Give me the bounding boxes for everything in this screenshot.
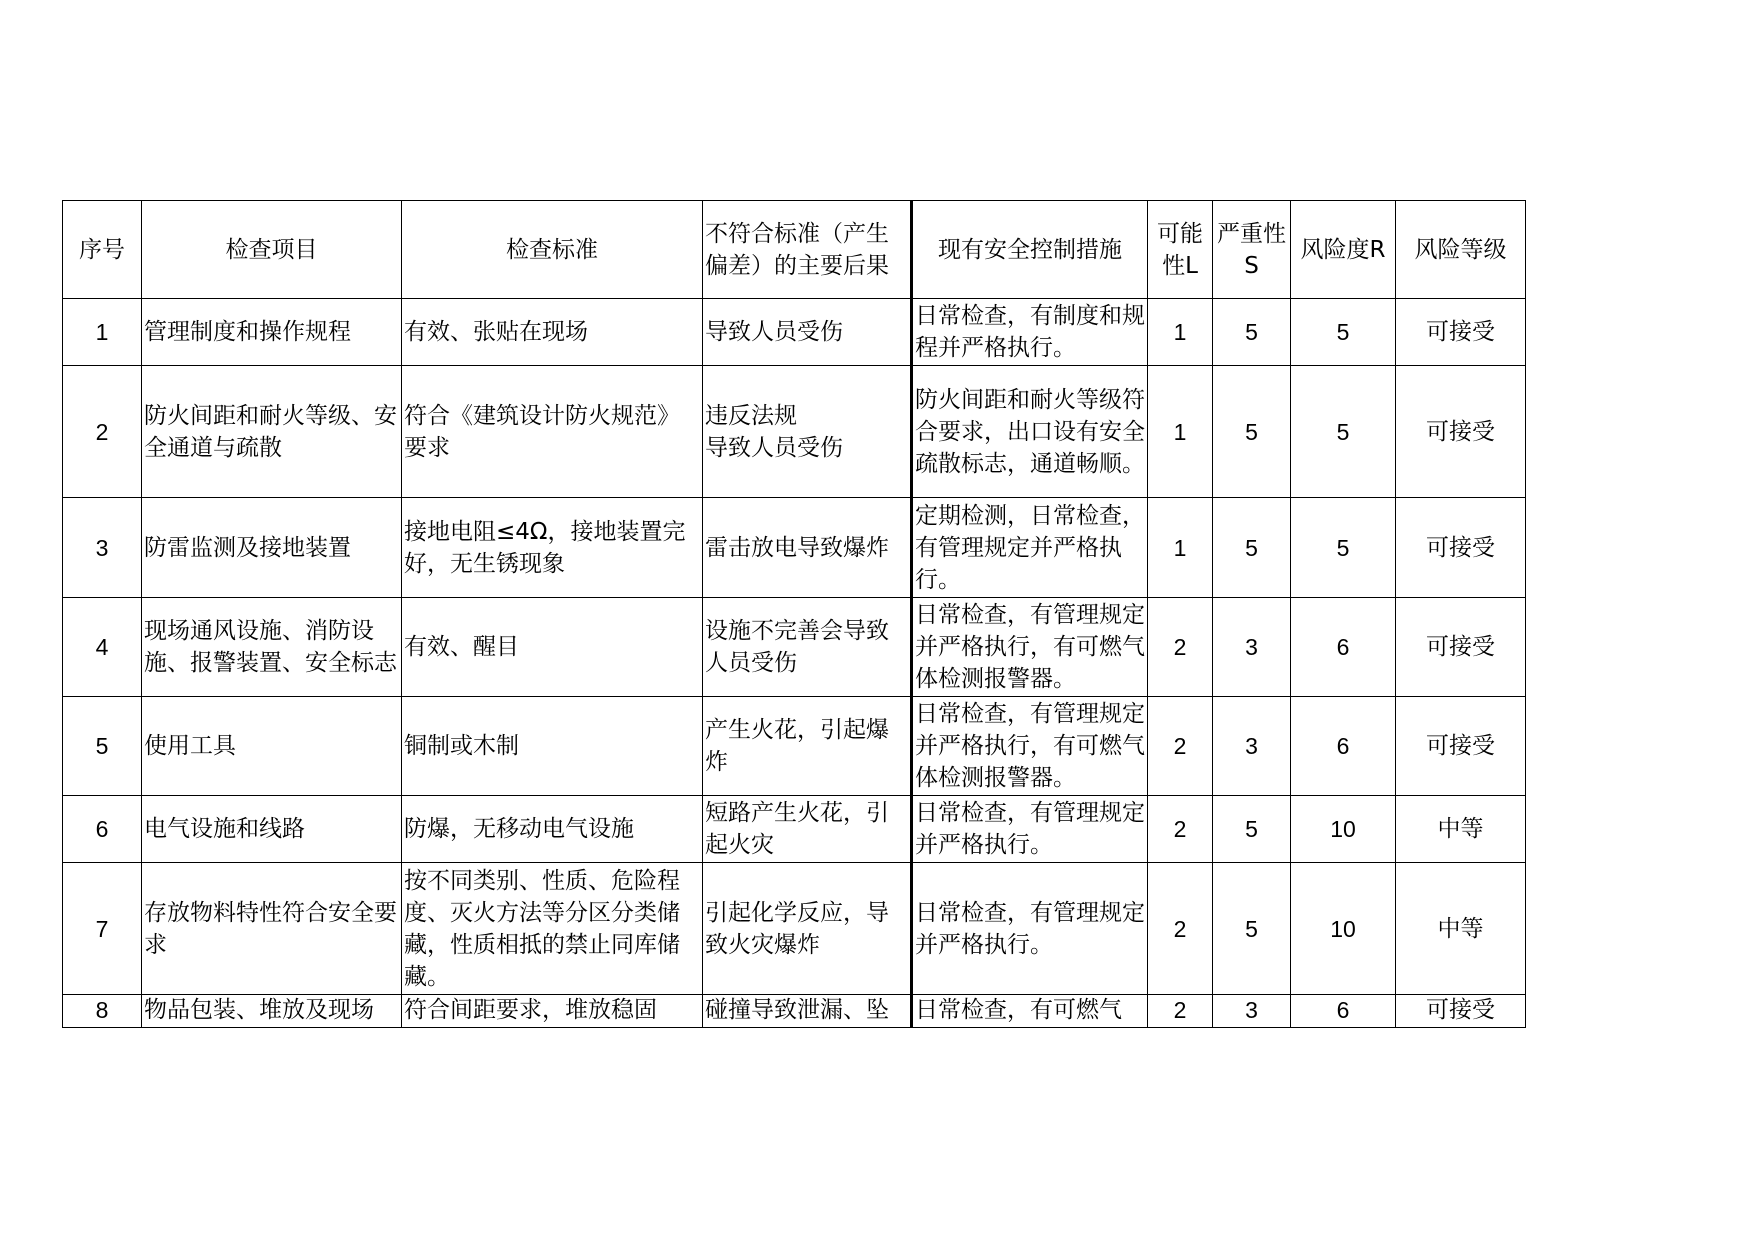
- cell-severity: 3: [1213, 598, 1291, 697]
- cell-standard: 防爆，无移动电气设施: [402, 796, 703, 863]
- table-row: [63, 498, 1526, 598]
- header-measures: 现有安全控制措施: [912, 201, 1148, 299]
- cell-standard: 有效、张贴在现场: [402, 299, 703, 366]
- cell-level: 中等: [1396, 796, 1526, 863]
- cell-risk: 5: [1291, 498, 1396, 598]
- cell-severity: 5: [1213, 863, 1291, 995]
- cell-risk: 6: [1291, 995, 1396, 1028]
- cell-consequence: 短路产生火花，引起火灾: [703, 796, 912, 863]
- cell-seq: 6: [63, 796, 142, 863]
- cell-consequence: 违反法规 导致人员受伤: [703, 366, 912, 498]
- cell-level: 可接受: [1396, 598, 1526, 697]
- cell-severity: 5: [1213, 796, 1291, 863]
- cell-severity: 5: [1213, 498, 1291, 598]
- cell-standard: 按不同类别、性质、危险程度、灭火方法等分区分类储藏，性质相抵的禁止同库储藏。: [402, 863, 703, 995]
- cell-severity: 5: [1213, 366, 1291, 498]
- cell-standard: 符合间距要求，堆放稳固: [402, 995, 703, 1028]
- cell-level: 可接受: [1396, 498, 1526, 598]
- header-level: 风险等级: [1396, 201, 1526, 299]
- table-header-row: [63, 201, 1526, 299]
- table-row: [63, 796, 1526, 863]
- cell-item: 存放物料特性符合安全要求: [142, 863, 402, 995]
- cell-risk: 5: [1291, 299, 1396, 366]
- cell-item: 防雷监测及接地装置: [142, 498, 402, 598]
- cell-seq: 7: [63, 863, 142, 995]
- cell-seq: 5: [63, 697, 142, 796]
- cell-consequence: 碰撞导致泄漏、坠: [703, 995, 912, 1028]
- cell-risk: 10: [1291, 863, 1396, 995]
- cell-seq: 2: [63, 366, 142, 498]
- cell-measures: 日常检查，有管理规定并严格执行，有可燃气体检测报警器。: [912, 697, 1148, 796]
- header-risk: 风险度R: [1291, 201, 1396, 299]
- cell-seq: 3: [63, 498, 142, 598]
- cell-likelihood: 1: [1148, 299, 1213, 366]
- cell-item: 物品包装、堆放及现场: [142, 995, 402, 1028]
- cell-measures: 日常检查，有管理规定并严格执行，有可燃气体检测报警器。: [912, 598, 1148, 697]
- cell-measures: 日常检查，有可燃气: [912, 995, 1148, 1028]
- cell-likelihood: 1: [1148, 498, 1213, 598]
- cell-measures: 防火间距和耐火等级符合要求，出口设有安全疏散标志，通道畅顺。: [912, 366, 1148, 498]
- header-item: 检查项目: [142, 201, 402, 299]
- cell-level: 可接受: [1396, 697, 1526, 796]
- cell-standard: 符合《建筑设计防火规范》要求: [402, 366, 703, 498]
- cell-measures: 定期检测，日常检查，有管理规定并严格执行。: [912, 498, 1148, 598]
- cell-item: 管理制度和操作规程: [142, 299, 402, 366]
- cell-severity: 5: [1213, 299, 1291, 366]
- cell-level: 可接受: [1396, 995, 1526, 1028]
- cell-item: 防火间距和耐火等级、安全通道与疏散: [142, 366, 402, 498]
- table-row: [63, 697, 1526, 796]
- table-row: [63, 995, 1526, 1028]
- cell-severity: 3: [1213, 995, 1291, 1028]
- header-standard: 检查标准: [402, 201, 703, 299]
- cell-level: 中等: [1396, 863, 1526, 995]
- cell-consequence: 设施不完善会导致人员受伤: [703, 598, 912, 697]
- cell-consequence: 导致人员受伤: [703, 299, 912, 366]
- cell-risk: 10: [1291, 796, 1396, 863]
- cell-consequence: 雷击放电导致爆炸: [703, 498, 912, 598]
- risk-assessment-table: [62, 200, 1526, 1028]
- table-row: [63, 598, 1526, 697]
- header-consequence: 不符合标准（产生偏差）的主要后果: [703, 201, 912, 299]
- cell-likelihood: 2: [1148, 598, 1213, 697]
- table-row: [63, 299, 1526, 366]
- cell-likelihood: 1: [1148, 366, 1213, 498]
- cell-consequence: 产生火花，引起爆炸: [703, 697, 912, 796]
- header-seq: 序号: [63, 201, 142, 299]
- cell-standard: 接地电阻≤4Ω，接地装置完好，无生锈现象: [402, 498, 703, 598]
- cell-standard: 有效、醒目: [402, 598, 703, 697]
- cell-likelihood: 2: [1148, 863, 1213, 995]
- cell-likelihood: 2: [1148, 995, 1213, 1028]
- cell-item: 现场通风设施、消防设施、报警装置、安全标志: [142, 598, 402, 697]
- header-likelihood: 可能性L: [1148, 201, 1213, 299]
- cell-measures: 日常检查，有制度和规程并严格执行。: [912, 299, 1148, 366]
- cell-seq: 8: [63, 995, 142, 1028]
- cell-level: 可接受: [1396, 366, 1526, 498]
- cell-measures: 日常检查，有管理规定并严格执行。: [912, 863, 1148, 995]
- cell-seq: 4: [63, 598, 142, 697]
- table-row: [63, 863, 1526, 995]
- cell-standard: 铜制或木制: [402, 697, 703, 796]
- cell-seq: 1: [63, 299, 142, 366]
- header-severity: 严重性S: [1213, 201, 1291, 299]
- cell-risk: 5: [1291, 366, 1396, 498]
- cell-measures: 日常检查，有管理规定并严格执行。: [912, 796, 1148, 863]
- cell-item: 使用工具: [142, 697, 402, 796]
- table-row: [63, 366, 1526, 498]
- cell-risk: 6: [1291, 697, 1396, 796]
- cell-severity: 3: [1213, 697, 1291, 796]
- cell-item: 电气设施和线路: [142, 796, 402, 863]
- cell-likelihood: 2: [1148, 697, 1213, 796]
- cell-level: 可接受: [1396, 299, 1526, 366]
- cell-consequence: 引起化学反应，导致火灾爆炸: [703, 863, 912, 995]
- cell-likelihood: 2: [1148, 796, 1213, 863]
- cell-risk: 6: [1291, 598, 1396, 697]
